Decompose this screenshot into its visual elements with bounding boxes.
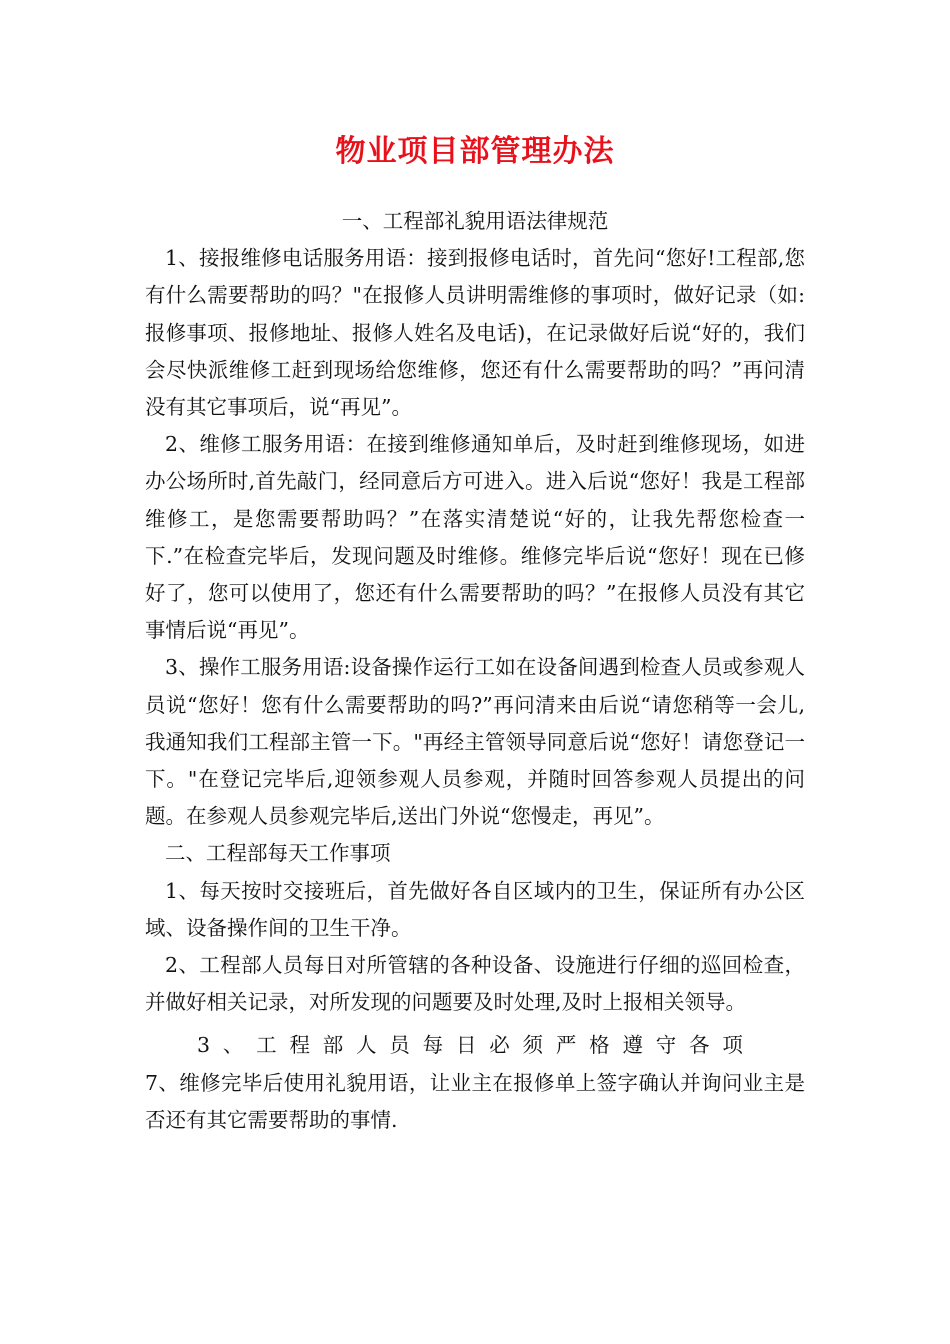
section-heading-2: 二、工程部每天工作事项 <box>165 841 391 866</box>
paragraph-1-1: 1、接报维修电话服务用语：接到报修电话时，首先问“您好!工程部,您有什么需要帮助的吗？"在报修人员讲明需维修的事项时，做好记录（如:报修事项、报修地址、报修人姓名及电话)，在记录做好后说“好的，我们会尽快派维修工赶到现场给您维修，您还有什么需要帮助的吗？”再问清没有其它事项后，说“再见”。 <box>145 246 805 420</box>
paragraph-2-3a: 3、工程部人员每日必须严格遵守各项 <box>197 1033 756 1058</box>
paragraph-2-1: 1、每天按时交接班后，首先做好各自区域内的卫生，保证所有办公区域、设备操作间的卫生干净。 <box>145 878 805 940</box>
document-body <box>145 203 805 1139</box>
section-heading-1: 一、工程部礼貌用语法律规范 <box>341 209 609 233</box>
document-title: 物业项目部管理办法 <box>335 134 615 169</box>
paragraph-2-3b: 7、维修完毕后使用礼貌用语，让业主在报修单上签字确认并询问业主是否还有其它需要帮助的事情. <box>145 1070 805 1132</box>
paragraph-1-2: 2、维修工服务用语：在接到维修通知单后，及时赶到维修现场，如进办公场所时,首先敲门，经同意后方可进入。进入后说“您好！我是工程部维修工，是您需要帮助吗？”在落实清楚说“好的，让我先帮您检查一下.”在检查完毕后，发现问题及时维修。维修完毕后说“您好！现在已修好了，您可以使用了，您还有什么需要帮助的吗？”在报修人员没有其它事情后说“再见”。 <box>145 432 805 643</box>
paragraph-1-3: 3、操作工服务用语:设备操作运行工如在设备间遇到检查人员或参观人员说“您好！您有什么需要帮助的吗?”再问清来由后说“请您稍等一会儿,我通知我们工程部主管一下。"再经主管领导同意后说“您好！请您登记一下。"在登记完毕后,迎领参观人员参观，并随时回答参观人员提出的问题。在参观人员参观完毕后,送出门外说“您慢走，再见”。 <box>145 655 805 829</box>
paragraph-2-2: 2、工程部人员每日对所管辖的各种设备、设施进行仔细的巡回检查，并做好相关记录，对所发现的问题要及时处理,及时上报相关领导。 <box>145 953 805 1015</box>
